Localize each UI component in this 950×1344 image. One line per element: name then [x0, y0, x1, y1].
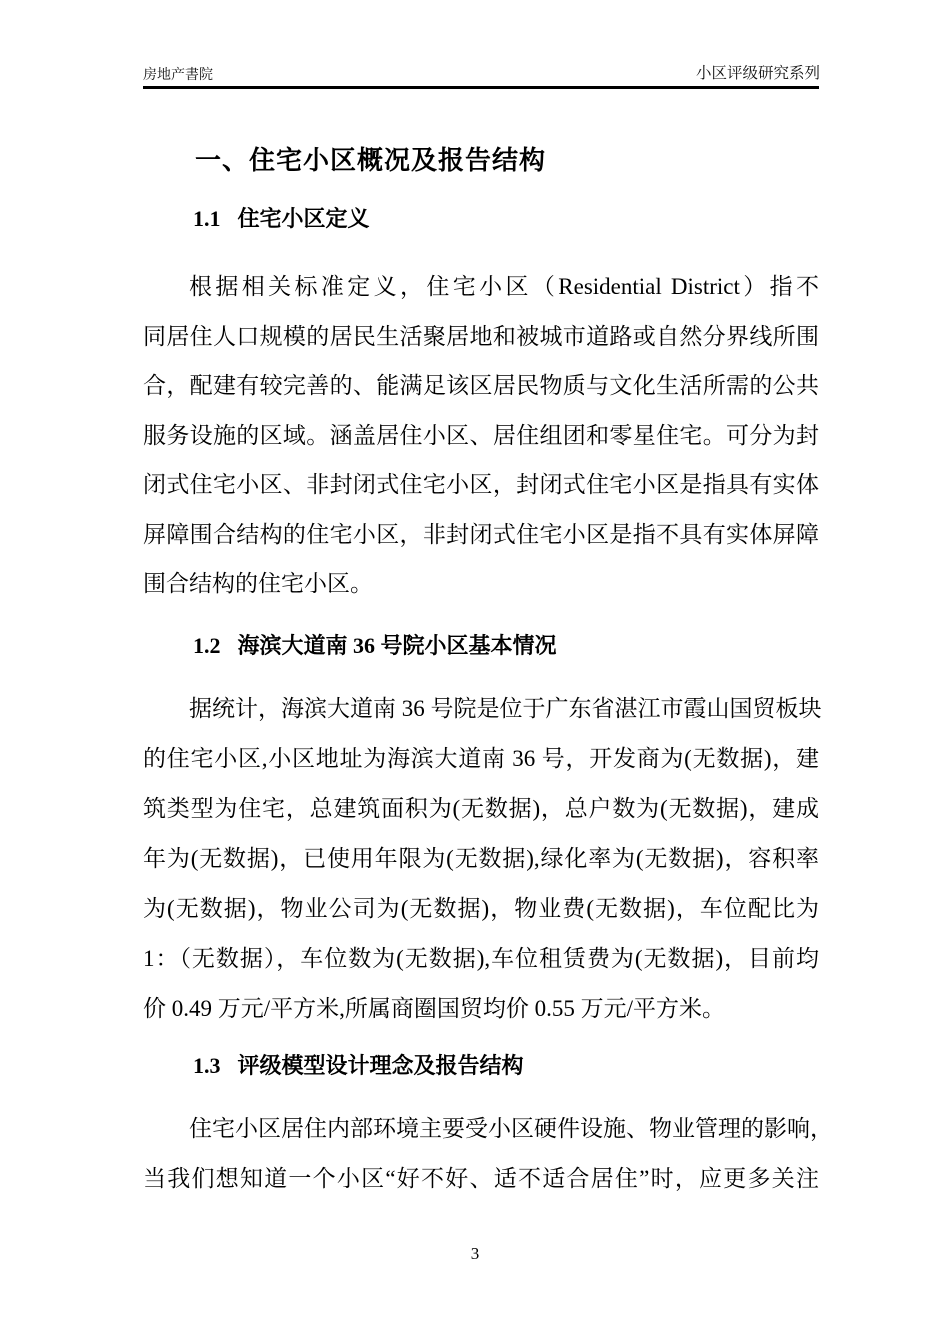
text-line: 闭式住宅小区、非封闭式住宅小区，封闭式住宅小区是指具有实体 — [143, 472, 819, 497]
section-heading-1-1 — [143, 204, 869, 234]
text-line: 年为(无数据)，已使用年限为(无数据),绿化率为(无数据)，容积率 — [143, 846, 819, 871]
section-title: 海滨大道南 36 号院小区基本情况 — [237, 633, 557, 658]
section-title: 评级模型设计理念及报告结构 — [237, 1053, 524, 1078]
header-right-text: 小区评级研究系列 — [695, 65, 820, 82]
text-line: 同居住人口规模的居民生活聚居地和被城市道路或自然分界线所围 — [143, 323, 819, 349]
section-number: 1.1 — [193, 206, 221, 231]
header-left-text: 房地产書院 — [143, 66, 213, 82]
text-line: 屏障围合结构的住宅小区，非封闭式住宅小区是指不具有实体屏障 — [143, 521, 819, 547]
text-line: 合，配建有较完善的、能满足该区居民物质与文化生活所需的公共 — [143, 373, 819, 398]
text-line: 1：（无数据），车位数为(无数据),车位租赁费为(无数据)，目前均 — [143, 946, 819, 971]
text-line: 住宅小区居住内部环境主要受小区硬件设施、物业管理的影响， — [189, 1116, 833, 1141]
page-number: 3 — [470, 1244, 480, 1263]
header-divider — [143, 86, 819, 89]
text-line: 筑类型为住宅，总建筑面积为(无数据)，总户数为(无数据)，建成 — [143, 796, 819, 821]
text-line: 的住宅小区,小区地址为海滨大道南 36 号，开发商为(无数据)，建 — [143, 746, 819, 771]
text-line: 服务设施的区域。涵盖居住小区、居住组团和零星住宅。可分为封 — [143, 422, 819, 448]
text-line: 围合结构的住宅小区。 — [143, 571, 373, 596]
section-number: 1.3 — [193, 1053, 221, 1078]
section-heading-1-3 — [143, 1051, 869, 1081]
text-line: 据统计，海滨大道南 36 号院是位于广东省湛江市霞山国贸板块 — [189, 696, 822, 721]
section-number: 1.2 — [193, 633, 221, 658]
paragraph-basic-info — [143, 684, 822, 1034]
text-line: 当我们想知道一个小区“好不好、适不适合居住”时，应更多关注 — [143, 1166, 819, 1191]
doc-title: 一、住宅小区概况及报告结构 — [195, 146, 547, 175]
text-line: 为(无数据)，物业公司为(无数据)，物业费(无数据)，车位配比为 — [143, 896, 819, 921]
text-line: 根据相关标准定义，住宅小区（Residential District）指不 — [189, 274, 819, 299]
paragraph-model-concept — [143, 1104, 833, 1204]
section-heading-1-2 — [143, 631, 869, 661]
text-line: 价 0.49 万元/平方米,所属商圈国贸均价 0.55 万元/平方米。 — [143, 996, 726, 1021]
section-title: 住宅小区定义 — [237, 206, 370, 231]
paragraph-definition — [143, 262, 819, 609]
